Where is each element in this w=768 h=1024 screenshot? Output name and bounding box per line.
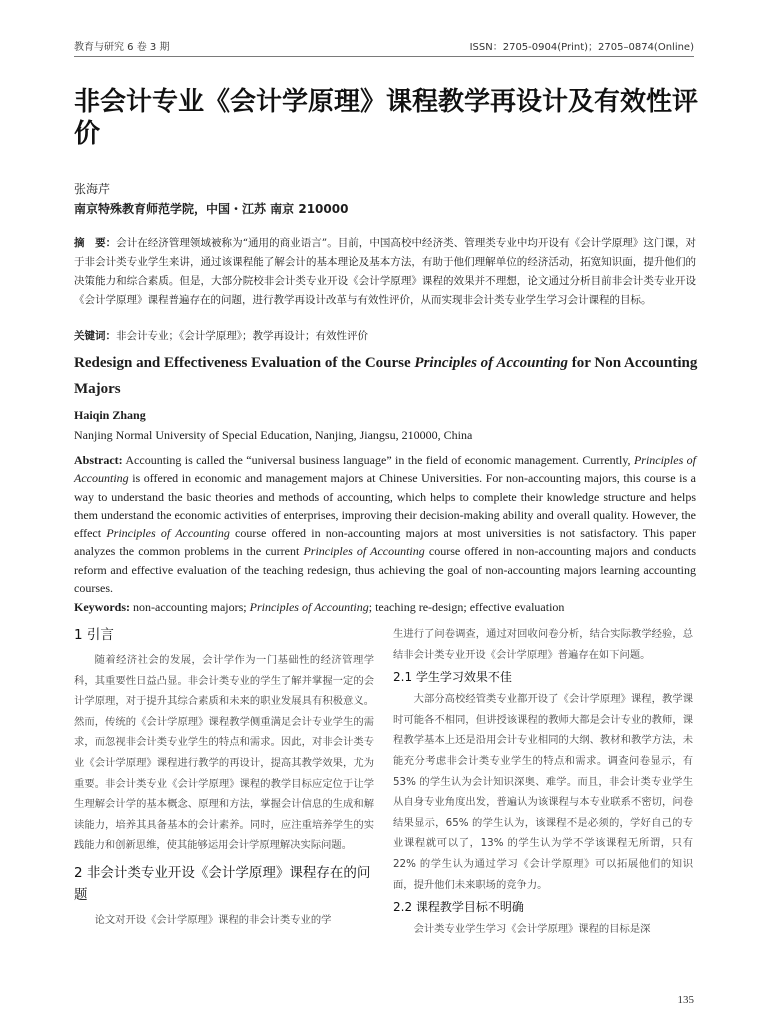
english-abstract-italic1: Principles of Accounting	[74, 453, 696, 486]
english-abstract-label: Abstract:	[74, 453, 123, 467]
english-abstract	[74, 451, 696, 597]
english-abstract-italic3: Principles of Accounting	[303, 544, 425, 559]
chinese-abstract-label: 摘 要：	[74, 237, 117, 249]
english-keywords-italic: Principles of Accounting	[249, 600, 369, 614]
section-2-paragraph: 论文对开设《会计学原理》课程的非会计类专业的学	[94, 913, 332, 926]
english-title-italic: Principles of Accounting	[414, 355, 569, 371]
chinese-keywords	[74, 327, 696, 345]
english-abstract-seg1: Accounting is called the “universal business language” in the field of economic management. Currently,	[122, 453, 634, 467]
section-2-1-heading: 2.1 学生学习效果不佳	[393, 670, 512, 685]
english-keywords-seg2: ; teaching re-design; effective evaluation	[368, 600, 565, 614]
section-2-2-heading: 2.2 课程教学目标不明确	[393, 900, 524, 915]
page-number: 135	[677, 994, 694, 1006]
chinese-keywords-text: 非会计专业；《会计学原理》；教学再设计；有效性评价	[116, 330, 368, 342]
english-keywords	[74, 598, 696, 616]
chinese-keywords-label: 关键词：	[74, 330, 116, 342]
issn-line: ISSN：2705-0904(Print)；2705–0874(Online)	[469, 42, 694, 53]
english-abstract-italic2: Principles of Accounting	[106, 526, 230, 541]
section-1-heading: 1 引言	[74, 627, 114, 643]
english-author: Haiqin Zhang	[74, 408, 146, 422]
chinese-author: 张海芹	[74, 182, 111, 196]
section-2-continued-paragraph: 生进行了问卷调查，通过对回收问卷分析，结合实际教学经验，总结非会计类专业开设《会计学原理》普遍存在如下问题。	[393, 628, 693, 661]
section-2-1-paragraph: 大部分高校经管类专业都开设了《会计学原理》课程，教学课时可能各不相同，但讲授该课程的教师大都是会计专业的教师，课程教学基本上还是沿用会计专业相同的大纲、教材和教学方法，未能充分考虑非会计类专业学生的特点和需求。调查问卷显示，有 53% 的学生认为会计知识深奥、难学。而且，非会计类专业学生从自身专业角度出发，普遍认为该课程与本专业联系不密切，问卷结果显示，65% 的学生认为，该课程不是必须的，学好自己的专业课程就可以了，13% 的学生认为学不学该课程无所谓，只有 22% 的学生认为通过学习《会计学原理》可以拓展他们的知识面，提升他们未来职场的竞争力。	[393, 693, 693, 891]
section-2-2-paragraph: 会计类专业学生学习《会计学原理》课程的目标是深	[413, 923, 651, 936]
journal-issue: 教育与研究 6 卷 3 期	[74, 42, 170, 53]
section-2-heading: 2 非会计类专业开设《会计学原理》课程存在的问题	[74, 864, 371, 903]
chinese-abstract-text: 会计在经济管理领域被称为“通用的商业语言”。目前，中国高校中经济类、管理类专业中均开设有《会计学原理》这门课，对于非会计类专业学生来讲，通过该课程能了解会计的基本理论及基本方法，有助于他们理解单位的经济活动，拓宽知识面，提升他们的决策能力和综合素质。但是，大部分院校非会计类专业开设《会计学原理》课程的效果并不理想，论文通过分析目前非会计类专业开设《会计学原理》课程普遍存在的问题，进行教学再设计改革与有效性评价，从而实现非会计类专业学生学习会计课程的目标。	[74, 237, 697, 306]
body-column-left	[74, 624, 374, 931]
english-keywords-seg1: non-accounting majors;	[130, 600, 250, 614]
header-divider	[74, 56, 694, 57]
english-abstract-seg4: course offered in non-accounting majors and conducts reform and effective evaluation of the teaching redesign, thus achieving the goal of non-accounting majors learning accounting courses.	[74, 544, 696, 596]
english-title-part2: for Non Accounting Majors	[74, 355, 698, 397]
english-keywords-label: Keywords:	[74, 600, 130, 614]
english-affiliation: Nanjing Normal University of Special Education, Nanjing, Jiangsu, 210000, China	[74, 428, 473, 442]
english-title	[74, 350, 698, 402]
english-abstract-seg2: is offered in economic and management majors at Chinese Universities. For non-accounting majors, this course is a way to understand the basic theories and methods of accounting, which helps to complete their knowledge structure and helps them understand the economic activities of enterprises, improving their decision-making ability and overall quality. However, the effect	[74, 471, 696, 541]
chinese-title: 非会计专业《会计学原理》课程教学再设计及有效性评价	[74, 87, 699, 149]
section-1-paragraph: 随着经济社会的发展，会计学作为一门基础性的经济管理学科，其重要性日益凸显。非会计类专业的学生了解并掌握一定的会计学原理，对于提升其综合素质和未来的职业发展具有积极意义。然而，传统的《会计学原理》课程教学侧重满足会计专业学生的需求，而忽视非会计类专业学生的特点和需求。因此，对非会计类专业《会计学原理》课程进行教学的再设计，提高其教学效果，尤为重要。非会计类专业《会计学原理》课程的教学目标应定位于让学生理解会计学的基本概念、原理和方法，掌握会计信息的生成和解读能力，培养其具备基本的会计素养。同时，应注重培养学生的实践能力和创新思维，使其能够运用会计学原理解决实际问题。	[74, 654, 374, 852]
english-abstract-seg3: course offered in non-accounting majors at most universities is not satisfactory. This paper analyzes the common problems in the current	[74, 526, 696, 559]
chinese-abstract	[74, 234, 696, 310]
english-title-part1: Redesign and Effectiveness Evaluation of the Course	[74, 355, 415, 371]
chinese-affiliation: 南京特殊教育师范学院，中国・江苏 南京 210000	[74, 202, 349, 216]
body-column-right	[393, 624, 693, 940]
running-header	[74, 38, 694, 53]
